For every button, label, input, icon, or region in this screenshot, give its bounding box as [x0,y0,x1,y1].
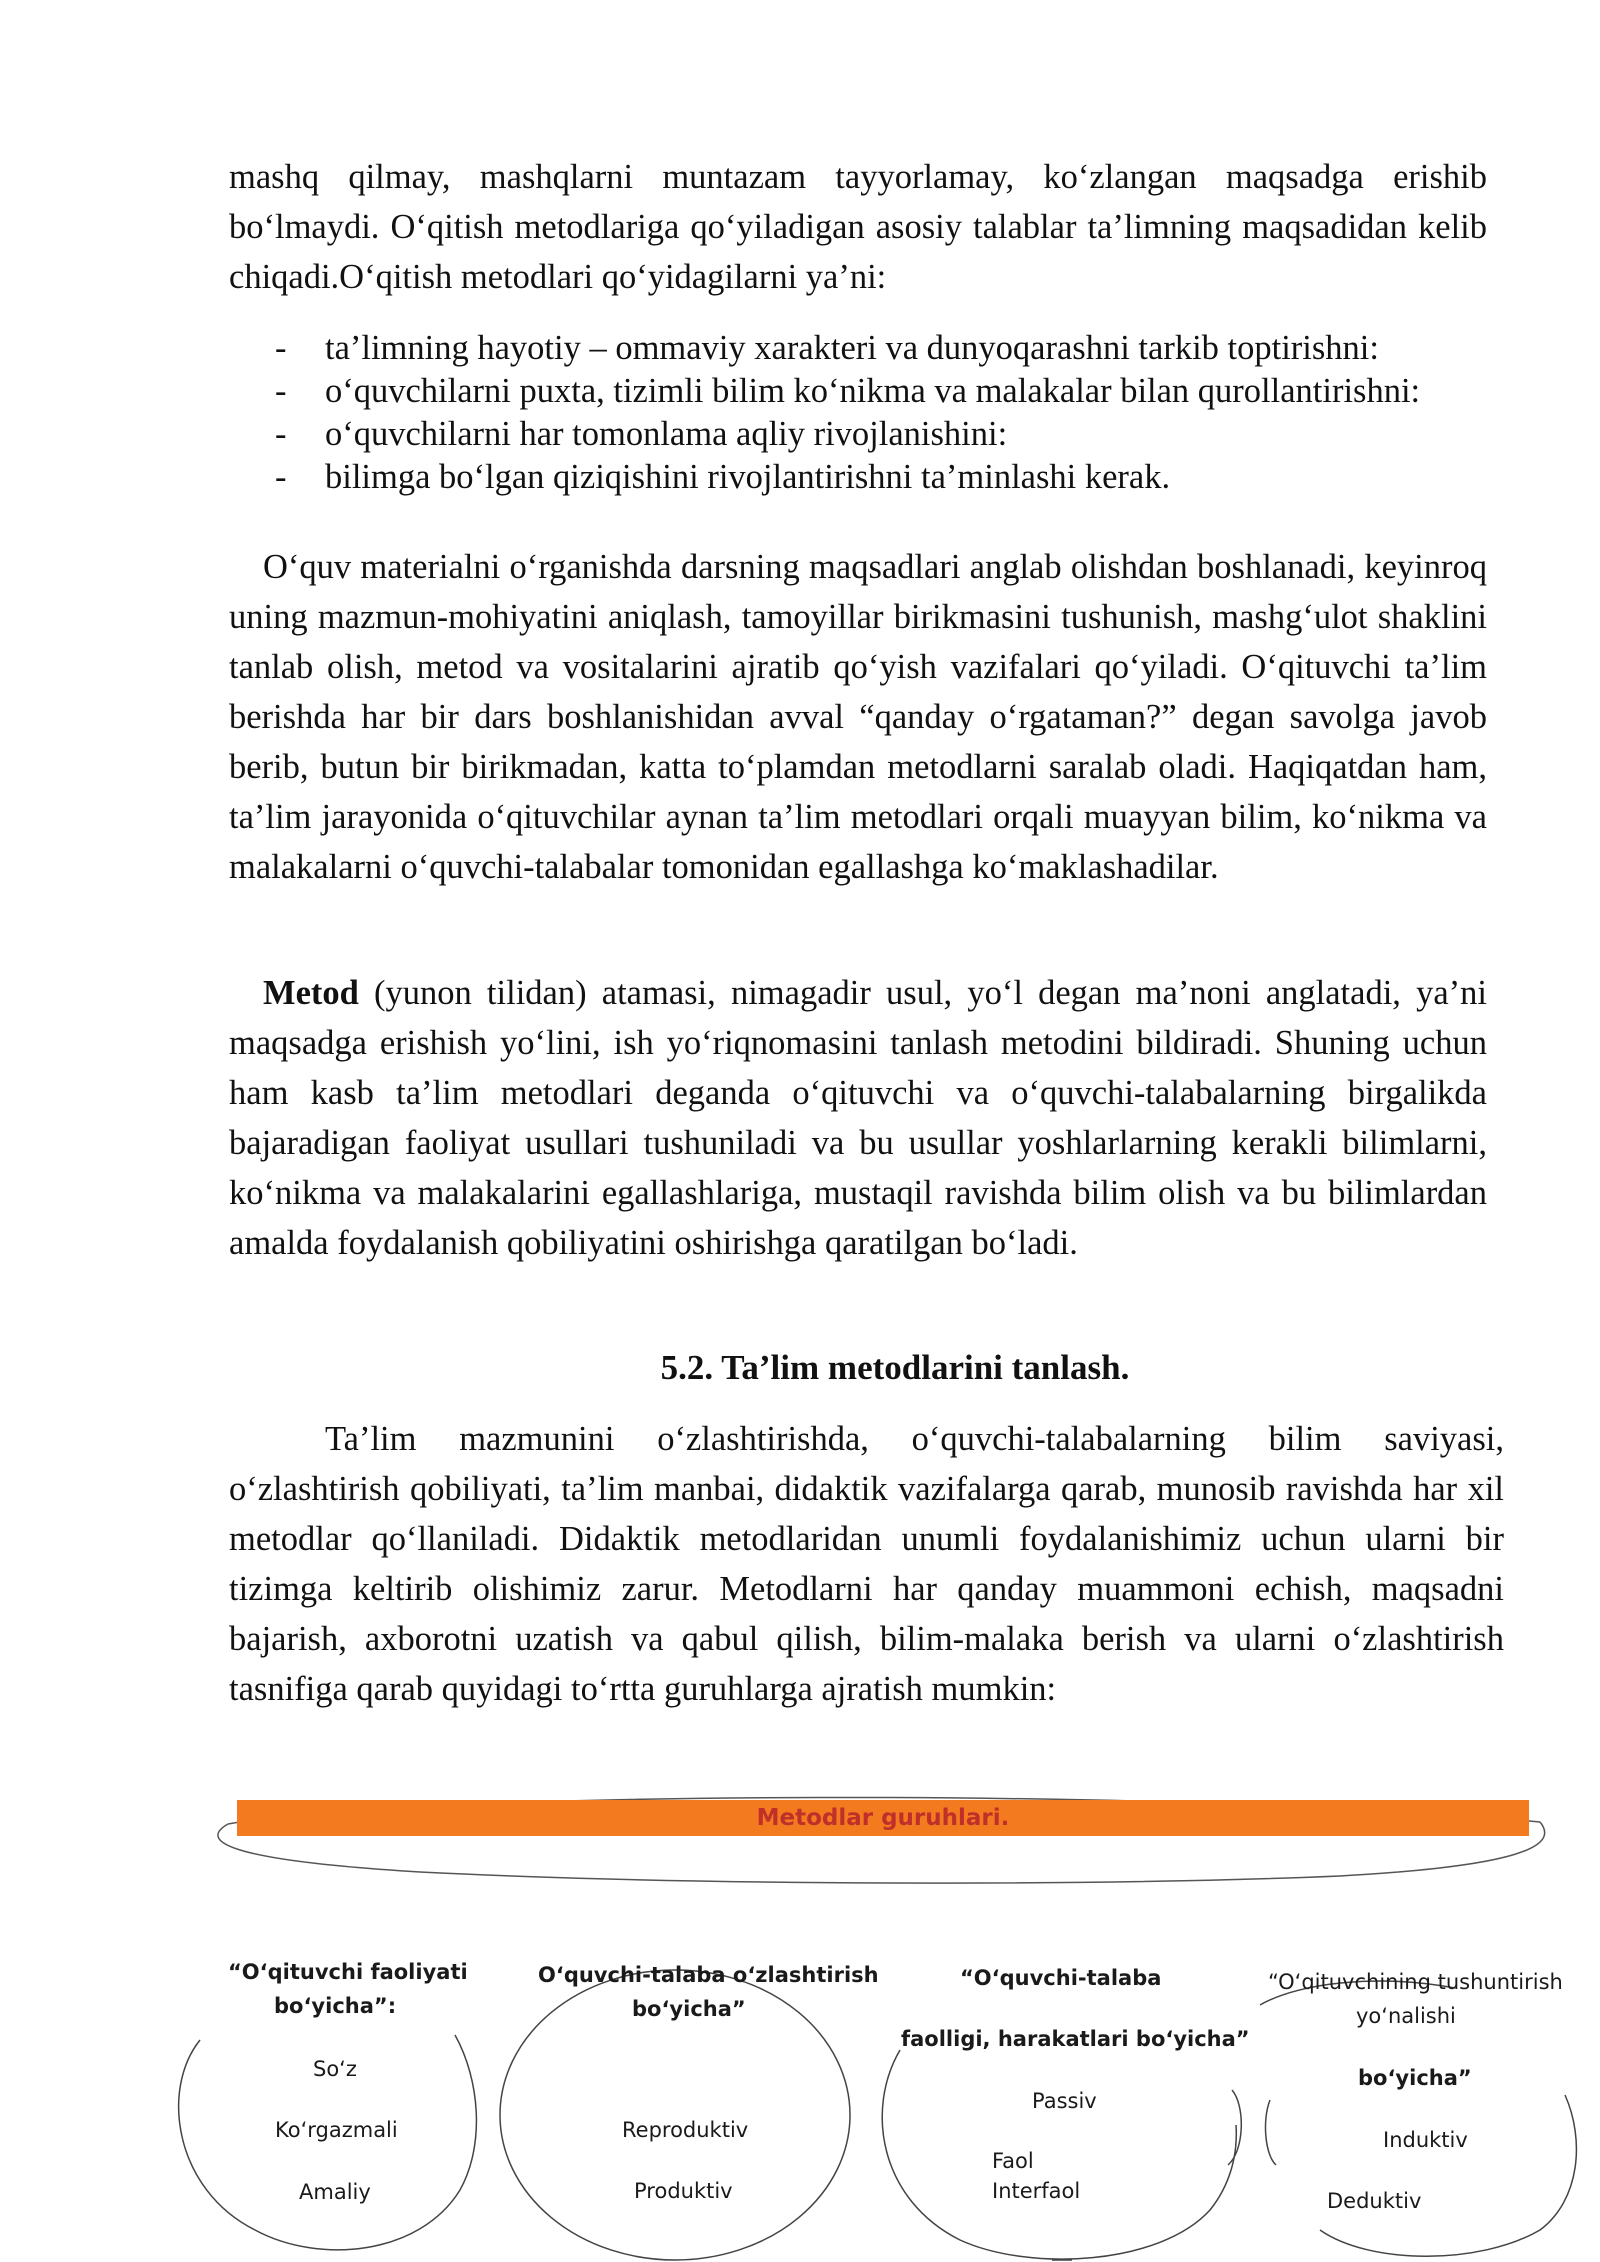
group-4-heading: yo‘nalishi [1356,2004,1456,2028]
group-4-heading: bo‘yicha” [1358,2066,1472,2090]
group-3-item: Faol [992,2149,1034,2173]
group-3-heading: faolligi, harakatlari bo‘yicha” [901,2027,1250,2051]
diagram-title: Metodlar guruhlari. [756,1805,1010,1831]
paragraph-intro: mashq qilmay, mashqlarni muntazam tayyorlamay, ko‘zlangan maqsadga erishib bo‘lmaydi. O‘qitish metodlariga qo‘yiladigan asosiy talablar ta’limning maqsadidan kelib chiqadi.O‘qitish metodlari qo‘yidagilarni ya’ni: [229,158,1487,296]
group-4-item: Induktiv [1383,2128,1468,2152]
group-2-heading: O‘quvchi-talaba o‘zlashtirish [538,1963,879,1987]
group-2-heading: bo‘yicha” [632,1997,746,2021]
group-3-heading: “O‘quvchi-talaba [960,1966,1162,1990]
paragraph-study-material: O‘quv materialni o‘rganishda darsning maqsadlari anglab olishdan boshlanadi, keyinroq uning mazmun-mohiyatini aniqlash, tamoyillar birikmasini tushunish, mashg‘ulot shaklini tanlab olish, metod va vositalarini ajratib qo‘yish vazifalari qo‘yiladi. O‘qituvchi ta’lim berishda har bir dars boshlanishidan avval “qanday o‘rgataman?” degan savolga javob berib, butun bir birikmadan, katta to‘plamdan metodlarni saralab oladi. Haqiqatdan ham, ta’lim jarayonida o‘qituvchilar aynan ta’lim metodlari orqali muayyan bilim, ko‘nikma va malakalarni o‘quvchi-talabalar tomonidan egallashga ko‘maklashadilar. [229,548,1487,886]
section-heading: 5.2. Ta’lim metodlarini tanlash. [660,1348,1130,1387]
group-2-item: Produktiv [634,2179,733,2203]
group-3-item: Passiv [1032,2089,1097,2113]
group-1-item: So‘z [313,2057,357,2081]
paragraph-method-selection: Ta’lim mazmunini o‘zlashtirishda, o‘quvchi-talabalarning bilim saviyasi, o‘zlashtirish qobiliyati, ta’lim manbai, didaktik vazifalarga qarab, munosib ravishda har xil metodlar qo‘llaniladi. Didaktik metodlaridan unumli foydalanishimiz uchun ularni bir tizimga keltirib olishimiz zarur. Metodlarni har qanday muammoni echish, maqsadni bajarish, axborotni uzatish va qabul qilish, bilim-malaka berish va ularni o‘zlashtirish tasnifiga qarab quyidagi to‘rtta guruhlarga ajratish mumkin: [229,1420,1504,1708]
group-2-item: Reproduktiv [622,2118,749,2142]
list-item: - ta’limning hayotiy – ommaviy xarakteri va dunyoqarashni tarkib toptirishni: [275,327,1487,370]
bullet-marker: - [275,415,287,453]
group-1-item: Amaliy [299,2180,371,2204]
method-groups-diagram [0,1760,1600,2262]
group-1-heading: “O‘qituvchi faoliyati [228,1960,468,1984]
bullet-marker: - [275,458,287,496]
group-3-item: Interfaol [992,2179,1081,2203]
requirements-list [275,327,1487,499]
group-1-heading: bo‘yicha”: [274,1994,397,2018]
list-item: - bilimga bo‘lgan qiziqishini rivojlantirishni ta’minlashi kerak. [275,456,1487,499]
group-4-heading: “O‘qituvchining tushuntirish [1268,1970,1563,1994]
group-1-item: Ko‘rgazmali [275,2118,398,2142]
group-4-circle-outline [1320,2095,1576,2256]
group-4-arc-left [1265,2100,1276,2165]
bullet-marker: - [275,329,287,367]
group-4-item: Deduktiv [1327,2189,1422,2213]
list-item: - o‘quvchilarni har tomonlama aqliy rivojlanishini: [275,413,1487,456]
term-metod: Metod [263,974,359,1012]
list-item: - o‘quvchilarni puxta, tizimli bilim ko‘nikma va malakalar bilan qurollantirishni: [275,370,1487,413]
bullet-marker: - [275,372,287,410]
paragraph-method-definition: Metod (yunon tilidan) atamasi, nimagadir usul, yo‘l degan ma’noni anglatadi, ya’ni maqsadga erishish yo‘lini, ish yo‘riqnomasini tanlash metodini bildiradi. Shuning uchun ham kasb ta’lim metodlari deganda o‘qituvchi va o‘quvchi-talabalarning birgalikda bajaradigan faoliyat usullari tushuniladi va bu usullar yoshlarlarning kerakli bilimlarni, ko‘nikma va malakalarini egallashlariga, mustaqil ravishda bilim olish va bu bilimlardan amalda foydalanish qobiliyatini oshirishga qaratilgan bo‘ladi. [229,974,1487,1262]
group-3-circle-outline [882,2050,1236,2259]
